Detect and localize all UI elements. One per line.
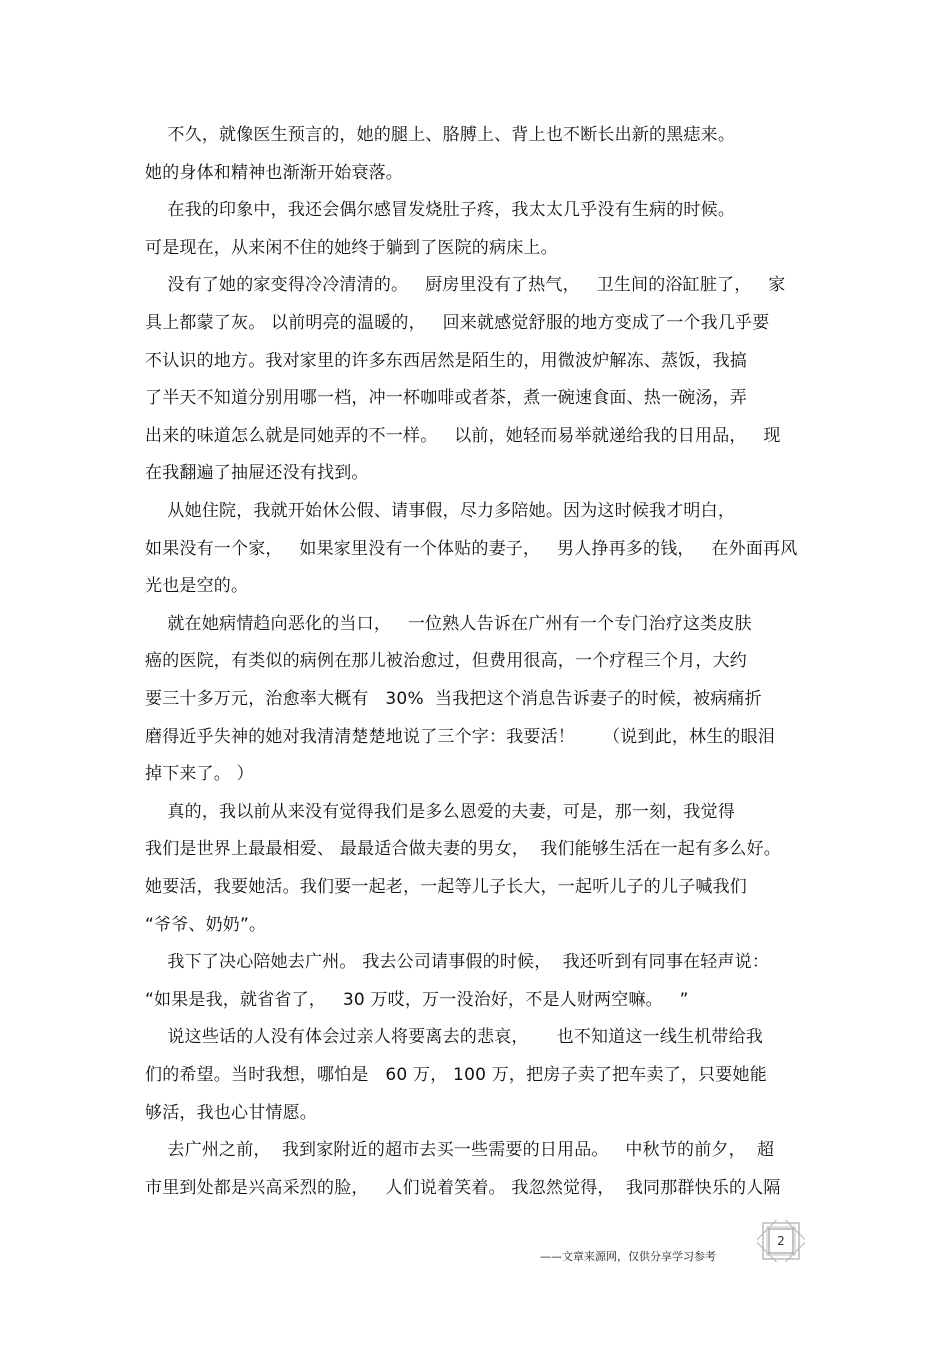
text-line: 具上都蒙了灰。 以前明亮的温暖的， 回来就感觉舒服的地方变成了一个我几乎要 xyxy=(145,313,770,333)
text-line: 去广州之前， 我到家附近的超市去买一些需要的日用品。 中秋节的前夕， 超 xyxy=(145,1140,775,1160)
footer-source-note: ——文章来源网，仅供分享学习参考 xyxy=(540,1250,716,1263)
text-line: 了半天不知道分别用哪一档，冲一杯咖啡或者茶，煮一碗速食面、热一碗汤，弄 xyxy=(145,388,747,408)
text-line: 不久，就像医生预言的，她的腿上、胳膊上、背上也不断长出新的黑痣来。 xyxy=(145,125,736,145)
text-line: 我下了决心陪她去广州。 我去公司请事假的时候， 我还听到有同事在轻声说： xyxy=(145,952,770,972)
text-line: 就在她病情趋向恶化的当口， 一位熟人告诉在广州有一个专门治疗这类皮肤 xyxy=(145,614,752,634)
page-number: 2 xyxy=(777,1234,785,1248)
page-number-badge xyxy=(757,1220,805,1262)
text-line: 在我翻遍了抽屉还没有找到。 xyxy=(145,463,369,483)
text-line: 可是现在，从来闲不住的她终于躺到了医院的病床上。 xyxy=(145,238,558,258)
text-line: 们的希望。当时我想，哪怕是 60 万， 100 万，把房子卖了把车卖了，只要她能 xyxy=(145,1065,767,1085)
text-line: 真的，我以前从来没有觉得我们是多么恩爱的夫妻，可是，那一刻，我觉得 xyxy=(145,802,736,822)
text-line: “爷爷、奶奶”。 xyxy=(145,915,267,935)
text-line: 够活，我也心甘情愿。 xyxy=(145,1103,317,1123)
text-line: 光也是空的。 xyxy=(145,576,249,596)
text-line: 如果没有一个家， 如果家里没有一个体贴的妻子， 男人挣再多的钱， 在外面再风 xyxy=(145,539,798,559)
text-line: 从她住院，我就开始休公假、请事假，尽力多陪她。因为这时候我才明白， xyxy=(145,501,736,521)
text-line: 磨得近乎失神的她对我清清楚楚地说了三个字：我要活！ （说到此，林生的眼泪 xyxy=(145,727,776,747)
text-line: 她要活，我要她活。我们要一起老，一起等儿子长大，一起听儿子的儿子喊我们 xyxy=(145,877,747,897)
text-line: 市里到处都是兴高采烈的脸， 人们说着笑着。 我忽然觉得， 我同那群快乐的人隔 xyxy=(145,1178,781,1198)
text-line: 没有了她的家变得冷冷清清的。 厨房里没有了热气， 卫生间的浴缸脏了， 家 xyxy=(145,275,786,295)
text-line: 说这些话的人没有体会过亲人将要离去的悲哀， 也不知道这一线生机带给我 xyxy=(145,1027,764,1047)
text-line: 在我的印象中，我还会偶尔感冒发烧肚子疼，我太太几乎没有生病的时候。 xyxy=(145,200,736,220)
text-line: “如果是我，就省省了， 30 万哎，万一没治好，不是人财两空嘛。 ” xyxy=(145,990,689,1010)
text-line: 出来的味道怎么就是同她弄的不一样。 以前，她轻而易举就递给我的日用品， 现 xyxy=(145,426,781,446)
text-line: 不认识的地方。我对家里的许多东西居然是陌生的，用微波炉解冻、蒸饭，我搞 xyxy=(145,351,747,371)
text-line: 癌的医院，有类似的病例在那儿被治愈过，但费用很高，一个疗程三个月，大约 xyxy=(145,651,747,671)
text-line: 要三十多万元，治愈率大概有 30% 当我把这个消息告诉妻子的时候，被病痛折 xyxy=(145,689,762,709)
text-line: 她的身体和精神也渐渐开始衰落。 xyxy=(145,163,403,183)
text-line: 我们是世界上最最相爱、 最最适合做夫妻的男女， 我们能够生活在一起有多么好。 xyxy=(145,839,782,859)
text-line: 掉下来了。 ） xyxy=(145,764,254,784)
